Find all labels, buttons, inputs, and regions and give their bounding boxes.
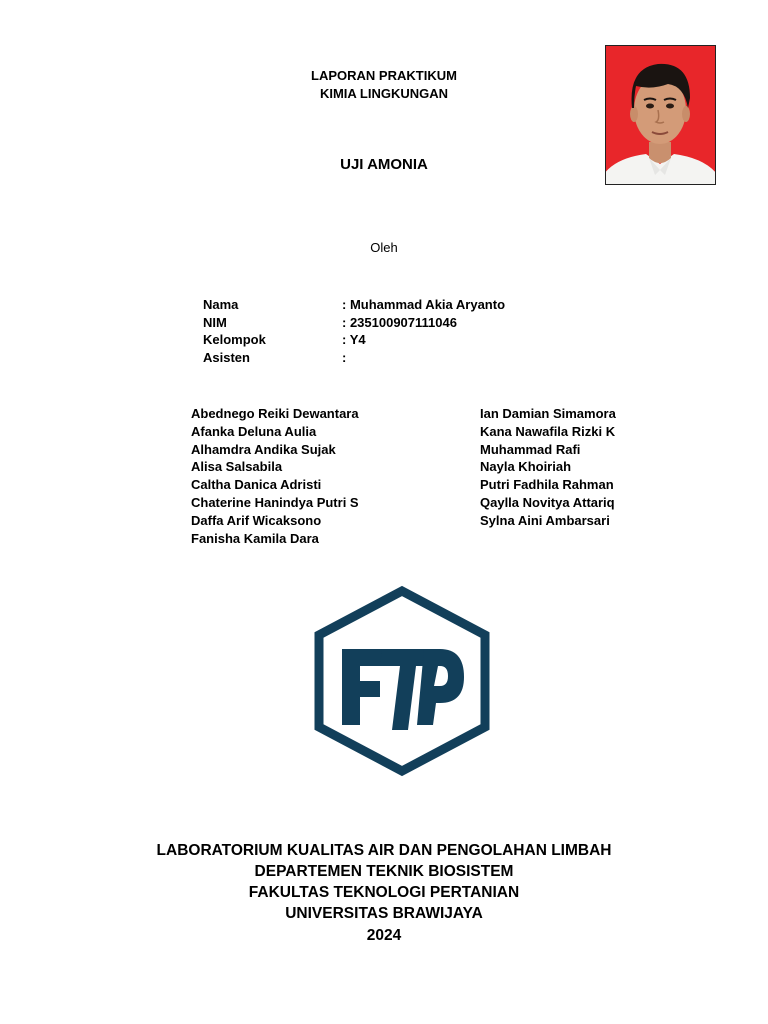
year: 2024	[366, 927, 402, 944]
experiment-title: UJI AMONIA	[340, 156, 428, 173]
by-label: Oleh	[370, 240, 398, 255]
member-name: Muhammad Rafi	[480, 441, 581, 457]
course-title: KIMIA LINGKUNGAN	[319, 86, 449, 101]
portrait-image	[606, 46, 715, 184]
department-name: DEPARTEMEN TEKNIK BIOSISTEM	[254, 863, 514, 880]
info-row-name	[203, 296, 533, 314]
member-name: Abednego Reiki Dewantara	[191, 406, 359, 421]
info-label: Kelompok	[203, 332, 266, 347]
member-name: Qaylla Novitya Attariq	[480, 494, 615, 510]
members-right-column	[480, 405, 616, 530]
faculty-name: FAKULTAS TEKNOLOGI PERTANIAN	[248, 884, 520, 901]
info-row-group	[203, 331, 533, 349]
member-name: Sylna Aini Ambarsari	[480, 512, 610, 528]
member-name: Afanka Deluna Aulia	[191, 423, 317, 439]
lab-name: LABORATORIUM KUALITAS AIR DAN PENGOLAHAN LIMBAH	[156, 842, 612, 859]
member-name: Fanisha Kamila Dara	[191, 530, 319, 546]
info-label: Asisten	[203, 350, 250, 365]
member-name: Caltha Danica Adristi	[191, 477, 322, 493]
logo-letter-p	[417, 649, 464, 725]
member-name: Daffa Arif Wicaksono	[191, 512, 322, 528]
member-name: Nayla Khoiriah	[480, 459, 572, 475]
report-type-title: LAPORAN PRAKTIKUM	[311, 68, 457, 83]
student-photo	[605, 45, 716, 185]
members-left-column	[191, 405, 359, 547]
info-row-assistant	[203, 349, 533, 367]
info-row-nim	[203, 314, 533, 332]
member-name: Chaterine Hanindya Putri S	[191, 494, 359, 510]
logo-letter-f	[342, 649, 386, 725]
ftp-logo	[312, 585, 492, 777]
info-value: : 235100907111046	[342, 315, 457, 330]
info-label: NIM	[203, 315, 227, 330]
info-value: : Y4	[342, 332, 366, 347]
info-value: :	[342, 350, 347, 365]
university-name: UNIVERSITAS BRAWIJAYA	[285, 905, 483, 922]
member-name: Putri Fadhila Rahman	[480, 477, 614, 493]
info-label: Nama	[203, 297, 239, 312]
member-name: Alhamdra Andika Sujak	[191, 441, 336, 457]
info-value: : Muhammad Akia Aryanto	[342, 297, 506, 312]
member-name: Ian Damian Simamora	[480, 406, 616, 421]
member-name: Kana Nawafila Rizki K	[480, 423, 616, 439]
member-name: Alisa Salsabila	[191, 459, 283, 475]
